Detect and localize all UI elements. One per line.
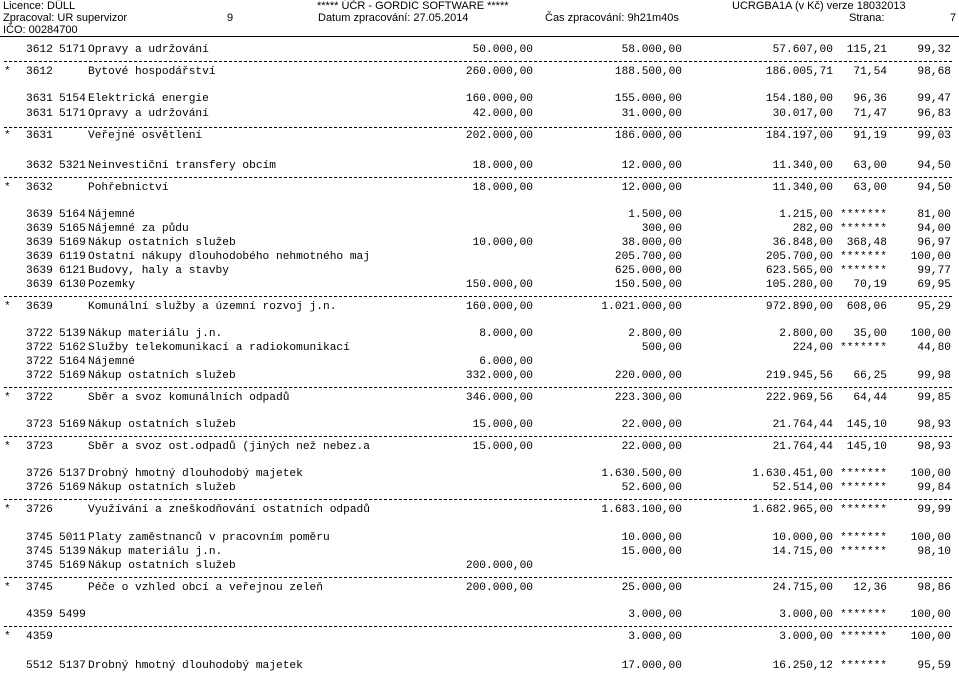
row-marker: * [4, 441, 11, 453]
section-code: 3612 [26, 44, 53, 56]
actual-amount: 30.017,00 [772, 108, 833, 120]
adjusted-budget: 12.000,00 [621, 182, 682, 194]
actual-amount: 3.000,00 [779, 609, 833, 621]
item-code: 5169 [59, 419, 86, 431]
ico-number: IČO: 00284700 [3, 24, 78, 36]
percent-of-adjusted: 94,50 [917, 160, 951, 172]
item-name: Nájemné [88, 209, 135, 221]
dashed-separator [4, 387, 952, 388]
percent-of-approved: ******* [840, 209, 887, 221]
percent-of-adjusted: 99,99 [917, 504, 951, 516]
approved-budget: 8.000,00 [479, 328, 533, 340]
item-name: Elektrická energie [88, 93, 209, 105]
percent-of-approved: 63,00 [853, 160, 887, 172]
actual-amount: 10.000,00 [772, 532, 833, 544]
row-marker: * [4, 392, 11, 404]
percent-of-adjusted: 81,00 [917, 209, 951, 221]
percent-of-approved: 368,48 [846, 237, 887, 249]
section-code: 3632 [26, 182, 53, 194]
item-code: 5169 [59, 482, 86, 494]
item-name: Nákup ostatních služeb [88, 370, 236, 382]
percent-of-approved: ******* [840, 223, 887, 235]
adjusted-budget: 22.000,00 [621, 441, 682, 453]
actual-amount: 205.700,00 [765, 251, 833, 263]
actual-amount: 184.197,00 [765, 130, 833, 142]
section-code: 3722 [26, 328, 53, 340]
actual-amount: 11.340,00 [772, 160, 833, 172]
item-name: Nákup materiálu j.n. [88, 546, 223, 558]
actual-amount: 24.715,00 [772, 582, 833, 594]
item-name: Bytové hospodářství [88, 66, 216, 78]
actual-amount: 21.764,44 [772, 419, 833, 431]
item-name: Pozemky [88, 279, 135, 291]
row-marker: * [4, 66, 11, 78]
percent-of-approved: 71,54 [853, 66, 887, 78]
adjusted-budget: 15.000,00 [621, 546, 682, 558]
actual-amount: 2.800,00 [779, 328, 833, 340]
actual-amount: 623.565,00 [765, 265, 833, 277]
item-name: Drobný hmotný dlouhodobý majetek [88, 660, 303, 672]
row-marker: * [4, 504, 11, 516]
table-row [0, 236, 959, 250]
adjusted-budget: 52.600,00 [621, 482, 682, 494]
percent-of-adjusted: 100,00 [910, 532, 951, 544]
section-total-row [0, 581, 959, 595]
item-name: Nákup ostatních služeb [88, 482, 236, 494]
section-code: 5512 [26, 660, 53, 672]
section-code: 3722 [26, 342, 53, 354]
percent-of-approved: 96,36 [853, 93, 887, 105]
actual-amount: 222.969,56 [765, 392, 833, 404]
item-name: Drobný hmotný dlouhodobý majetek [88, 468, 303, 480]
approved-budget: 200.000,00 [465, 582, 533, 594]
item-code: 5137 [59, 468, 86, 480]
item-code: 5171 [59, 108, 86, 120]
percent-of-approved: 115,21 [846, 44, 887, 56]
item-code: 6130 [59, 279, 86, 291]
percent-of-adjusted: 98,93 [917, 419, 951, 431]
row-marker: * [4, 631, 11, 643]
section-code: 3745 [26, 582, 53, 594]
processed-by-number: 9 [227, 12, 234, 24]
actual-amount: 972.890,00 [765, 301, 833, 313]
percent-of-approved: 608,06 [846, 301, 887, 313]
approved-budget: 150.000,00 [465, 279, 533, 291]
adjusted-budget: 25.000,00 [621, 582, 682, 594]
adjusted-budget: 17.000,00 [621, 660, 682, 672]
approved-budget: 50.000,00 [472, 44, 533, 56]
approved-budget: 332.000,00 [465, 370, 533, 382]
section-total-row [0, 503, 959, 517]
item-code: 5164 [59, 209, 86, 221]
percent-of-approved: 91,19 [853, 130, 887, 142]
dashed-separator [4, 177, 952, 178]
section-code: 3726 [26, 468, 53, 480]
section-code: 3639 [26, 237, 53, 249]
actual-amount: 11.340,00 [772, 182, 833, 194]
table-row [0, 369, 959, 383]
actual-amount: 36.848,00 [772, 237, 833, 249]
table-row [0, 545, 959, 559]
table-row [0, 159, 959, 173]
percent-of-adjusted: 44,80 [917, 342, 951, 354]
percent-of-adjusted: 99,85 [917, 392, 951, 404]
row-marker: * [4, 130, 11, 142]
approved-budget: 18.000,00 [472, 160, 533, 172]
item-name: Ostatní nákupy dlouhodobého nehmotného maj [88, 251, 370, 263]
actual-amount: 57.607,00 [772, 44, 833, 56]
approved-budget: 160.000,00 [465, 301, 533, 313]
percent-of-adjusted: 95,59 [917, 660, 951, 672]
adjusted-budget: 625.000,00 [614, 265, 682, 277]
actual-amount: 186.005,71 [765, 66, 833, 78]
section-code: 3726 [26, 504, 53, 516]
item-name: Pohřebnictví [88, 182, 169, 194]
adjusted-budget: 205.700,00 [614, 251, 682, 263]
item-name: Opravy a udržování [88, 44, 209, 56]
adjusted-budget: 186.000,00 [614, 130, 682, 142]
table-row [0, 327, 959, 341]
table-row [0, 278, 959, 292]
table-row [0, 43, 959, 57]
table-row [0, 264, 959, 278]
percent-of-approved: ******* [840, 532, 887, 544]
table-row [0, 608, 959, 622]
adjusted-budget: 2.800,00 [628, 328, 682, 340]
adjusted-budget: 300,00 [641, 223, 682, 235]
table-row [0, 355, 959, 369]
adjusted-budget: 12.000,00 [621, 160, 682, 172]
section-total-row [0, 440, 959, 454]
percent-of-approved: 64,44 [853, 392, 887, 404]
item-code: 5154 [59, 93, 86, 105]
percent-of-approved: 71,47 [853, 108, 887, 120]
header-rule [0, 36, 959, 37]
adjusted-budget: 10.000,00 [621, 532, 682, 544]
section-code: 3745 [26, 546, 53, 558]
section-total-row [0, 129, 959, 143]
item-code: 5162 [59, 342, 86, 354]
percent-of-adjusted: 99,03 [917, 130, 951, 142]
table-row [0, 222, 959, 236]
item-code: 5164 [59, 356, 86, 368]
adjusted-budget: 1.683.100,00 [601, 504, 682, 516]
section-code: 3639 [26, 265, 53, 277]
percent-of-adjusted: 98,86 [917, 582, 951, 594]
adjusted-budget: 38.000,00 [621, 237, 682, 249]
section-code: 3639 [26, 301, 53, 313]
percent-of-approved: ******* [840, 468, 887, 480]
percent-of-approved: 66,25 [853, 370, 887, 382]
item-code: 5165 [59, 223, 86, 235]
item-name: Neinvestiční transfery obcím [88, 160, 276, 172]
percent-of-adjusted: 99,32 [917, 44, 951, 56]
actual-amount: 3.000,00 [779, 631, 833, 643]
percent-of-adjusted: 99,84 [917, 482, 951, 494]
section-code: 4359 [26, 631, 53, 643]
item-name: Nájemné za půdu [88, 223, 189, 235]
item-name: Služby telekomunikací a radiokomunikací [88, 342, 350, 354]
item-code: 6121 [59, 265, 86, 277]
actual-amount: 16.250,12 [772, 660, 833, 672]
percent-of-approved: ******* [840, 631, 887, 643]
item-name: Veřejné osvětlení [88, 130, 203, 142]
dashed-separator [4, 577, 952, 578]
section-code: 3722 [26, 392, 53, 404]
section-code: 3722 [26, 370, 53, 382]
row-marker: * [4, 301, 11, 313]
percent-of-approved: 35,00 [853, 328, 887, 340]
section-code: 3639 [26, 223, 53, 235]
actual-amount: 1.630.451,00 [752, 468, 833, 480]
percent-of-adjusted: 94,00 [917, 223, 951, 235]
percent-of-adjusted: 100,00 [910, 468, 951, 480]
table-row [0, 208, 959, 222]
adjusted-budget: 1.021.000,00 [601, 301, 682, 313]
adjusted-budget: 1.630.500,00 [601, 468, 682, 480]
item-code: 5169 [59, 370, 86, 382]
approved-budget: 10.000,00 [472, 237, 533, 249]
percent-of-approved: ******* [840, 546, 887, 558]
table-row [0, 250, 959, 264]
licence-label: Licence: DÜLL [3, 0, 76, 12]
percent-of-approved: ******* [840, 251, 887, 263]
percent-of-adjusted: 96,83 [917, 108, 951, 120]
percent-of-approved: 63,00 [853, 182, 887, 194]
item-name: Platy zaměstnanců v pracovním poměru [88, 532, 330, 544]
item-name: Nákup ostatních služeb [88, 419, 236, 431]
item-code: 5011 [59, 532, 86, 544]
section-total-row [0, 65, 959, 79]
section-total-row [0, 391, 959, 405]
actual-amount: 52.514,00 [772, 482, 833, 494]
section-code: 3723 [26, 419, 53, 431]
percent-of-adjusted: 100,00 [910, 328, 951, 340]
percent-of-approved: ******* [840, 265, 887, 277]
dashed-separator [4, 626, 952, 627]
actual-amount: 282,00 [792, 223, 833, 235]
percent-of-approved: ******* [840, 609, 887, 621]
percent-of-adjusted: 100,00 [910, 609, 951, 621]
section-code: 3632 [26, 160, 53, 172]
approved-budget: 200.000,00 [465, 560, 533, 572]
section-code: 3639 [26, 279, 53, 291]
percent-of-adjusted: 95,29 [917, 301, 951, 313]
item-code: 5321 [59, 160, 86, 172]
percent-of-approved: 70,19 [853, 279, 887, 291]
section-code: 3745 [26, 560, 53, 572]
item-code: 5169 [59, 237, 86, 249]
item-name: Nákup materiálu j.n. [88, 328, 223, 340]
adjusted-budget: 155.000,00 [614, 93, 682, 105]
section-code: 3631 [26, 93, 53, 105]
adjusted-budget: 150.500,00 [614, 279, 682, 291]
report-version: UCRGBA1A (v Kč) verze 18032013 [732, 0, 906, 12]
section-code: 3631 [26, 130, 53, 142]
table-row [0, 531, 959, 545]
percent-of-approved: ******* [840, 504, 887, 516]
section-code: 3639 [26, 209, 53, 221]
percent-of-adjusted: 98,93 [917, 441, 951, 453]
actual-amount: 154.180,00 [765, 93, 833, 105]
approved-budget: 15.000,00 [472, 419, 533, 431]
item-name: Nákup ostatních služeb [88, 560, 236, 572]
table-row [0, 467, 959, 481]
row-marker: * [4, 582, 11, 594]
item-name: Využívání a zneškodňování ostatních odpadů [88, 504, 370, 516]
dashed-separator [4, 61, 952, 62]
percent-of-adjusted: 69,95 [917, 279, 951, 291]
adjusted-budget: 31.000,00 [621, 108, 682, 120]
dashed-separator [4, 127, 952, 128]
section-code: 3745 [26, 532, 53, 544]
actual-amount: 1.682.965,00 [752, 504, 833, 516]
section-total-row [0, 630, 959, 644]
percent-of-adjusted: 100,00 [910, 251, 951, 263]
adjusted-budget: 58.000,00 [621, 44, 682, 56]
percent-of-approved: 145,10 [846, 419, 887, 431]
percent-of-adjusted: 100,00 [910, 631, 951, 643]
item-name: Nákup ostatních služeb [88, 237, 236, 249]
software-banner: ***** ÚČR - GORDIC SOFTWARE ***** [317, 0, 509, 12]
section-code: 3726 [26, 482, 53, 494]
percent-of-approved: ******* [840, 482, 887, 494]
item-code: 5139 [59, 546, 86, 558]
table-row [0, 341, 959, 355]
dashed-separator [4, 499, 952, 500]
adjusted-budget: 22.000,00 [621, 419, 682, 431]
percent-of-approved: ******* [840, 660, 887, 672]
adjusted-budget: 223.300,00 [614, 392, 682, 404]
processed-by: Zpracoval: UR supervizor [3, 12, 128, 24]
adjusted-budget: 1.500,00 [628, 209, 682, 221]
approved-budget: 260.000,00 [465, 66, 533, 78]
processing-date: Datum zpracování: 27.05.2014 [318, 12, 469, 24]
item-name: Opravy a udržování [88, 108, 209, 120]
item-code: 5139 [59, 328, 86, 340]
item-code: 5171 [59, 44, 86, 56]
section-code: 3612 [26, 66, 53, 78]
percent-of-adjusted: 99,98 [917, 370, 951, 382]
section-total-row [0, 181, 959, 195]
actual-amount: 219.945,56 [765, 370, 833, 382]
adjusted-budget: 500,00 [641, 342, 682, 354]
approved-budget: 6.000,00 [479, 356, 533, 368]
table-row [0, 418, 959, 432]
percent-of-adjusted: 99,77 [917, 265, 951, 277]
approved-budget: 160.000,00 [465, 93, 533, 105]
section-total-row [0, 300, 959, 314]
approved-budget: 202.000,00 [465, 130, 533, 142]
approved-budget: 42.000,00 [472, 108, 533, 120]
item-name: Komunální služby a územní rozvoj j.n. [88, 301, 337, 313]
actual-amount: 105.280,00 [765, 279, 833, 291]
item-code: 5137 [59, 660, 86, 672]
item-name: Budovy, haly a stavby [88, 265, 229, 277]
section-code: 3723 [26, 441, 53, 453]
table-row [0, 92, 959, 106]
dashed-separator [4, 436, 952, 437]
section-code: 3631 [26, 108, 53, 120]
processing-time: Čas zpracování: 9h21m40s [545, 12, 679, 24]
approved-budget: 15.000,00 [472, 441, 533, 453]
table-row [0, 559, 959, 573]
item-code: 5499 [59, 609, 86, 621]
section-code: 3722 [26, 356, 53, 368]
section-code: 4359 [26, 609, 53, 621]
adjusted-budget: 3.000,00 [628, 609, 682, 621]
percent-of-adjusted: 98,68 [917, 66, 951, 78]
percent-of-adjusted: 94,50 [917, 182, 951, 194]
percent-of-adjusted: 96,97 [917, 237, 951, 249]
actual-amount: 14.715,00 [772, 546, 833, 558]
item-code: 5169 [59, 560, 86, 572]
dashed-separator [4, 296, 952, 297]
item-name: Péče o vzhled obcí a veřejnou zeleň [88, 582, 323, 594]
approved-budget: 18.000,00 [472, 182, 533, 194]
actual-amount: 224,00 [792, 342, 833, 354]
adjusted-budget: 188.500,00 [614, 66, 682, 78]
actual-amount: 21.764,44 [772, 441, 833, 453]
item-name: Sběr a svoz komunálních odpadů [88, 392, 290, 404]
percent-of-adjusted: 99,47 [917, 93, 951, 105]
row-marker: * [4, 182, 11, 194]
section-code: 3639 [26, 251, 53, 263]
percent-of-approved: ******* [840, 342, 887, 354]
adjusted-budget: 3.000,00 [628, 631, 682, 643]
percent-of-adjusted: 98,10 [917, 546, 951, 558]
page-number: 7 [950, 12, 957, 24]
adjusted-budget: 220.000,00 [614, 370, 682, 382]
approved-budget: 346.000,00 [465, 392, 533, 404]
item-code: 6119 [59, 251, 86, 263]
table-row [0, 107, 959, 121]
table-row [0, 481, 959, 495]
table-row [0, 659, 959, 673]
percent-of-approved: 12,36 [853, 582, 887, 594]
page-label: Strana: [849, 12, 885, 24]
item-name: Sběr a svoz ost.odpadů (jiných než nebez.a [88, 441, 370, 453]
item-name: Nájemné [88, 356, 135, 368]
actual-amount: 1.215,00 [779, 209, 833, 221]
percent-of-approved: 145,10 [846, 441, 887, 453]
